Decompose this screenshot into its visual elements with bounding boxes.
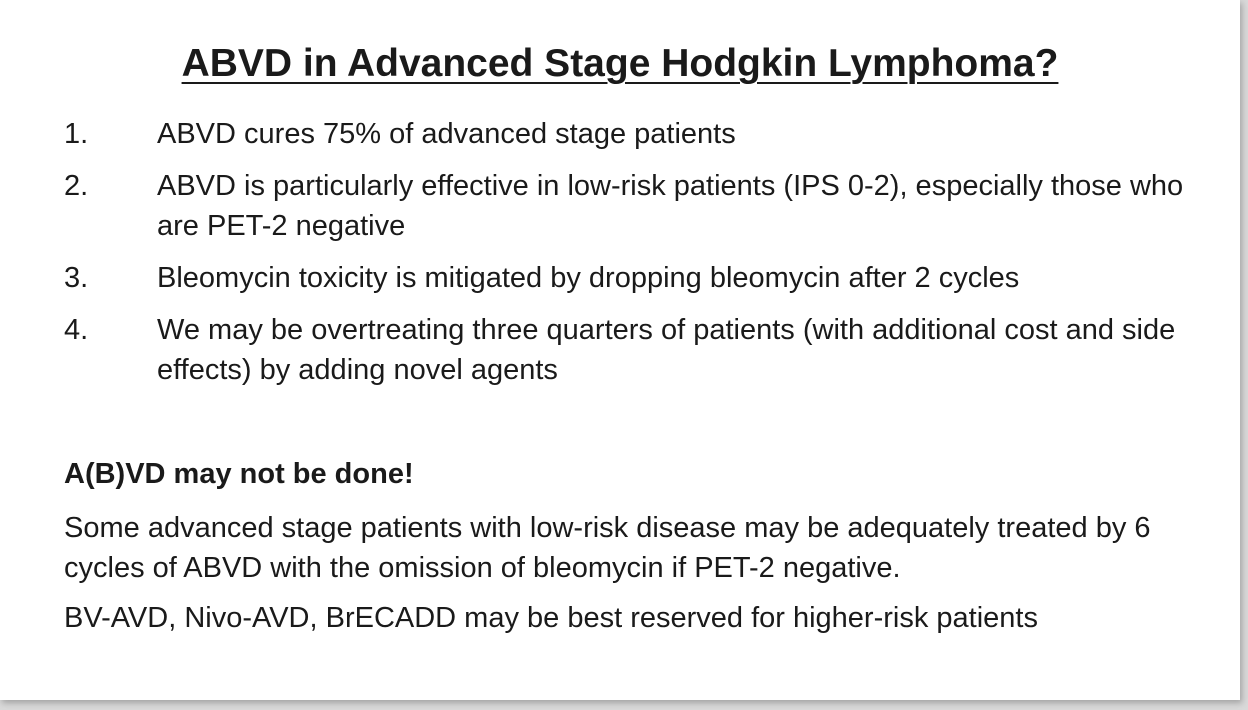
list-item-text: We may be overtreating three quarters of patients (with additional cost and side effects) by adding novel agents bbox=[157, 314, 1176, 386]
list-item-number: 3. bbox=[64, 262, 89, 294]
conclusion-heading: A(B)VD may not be done! bbox=[64, 458, 414, 490]
list-item bbox=[64, 114, 1224, 154]
list-item-number: 1. bbox=[64, 118, 89, 150]
list-item bbox=[64, 310, 1224, 390]
conclusion-paragraph: Some advanced stage patients with low-risk disease may be adequately treated by 6 cycles of ABVD with the omission of bleomycin if PET-2 negative. bbox=[64, 512, 1151, 584]
list-item-text: ABVD cures 75% of advanced stage patients bbox=[157, 118, 736, 150]
slide-title: ABVD in Advanced Stage Hodgkin Lymphoma? bbox=[181, 42, 1059, 85]
conclusion-paragraph: BV-AVD, Nivo-AVD, BrECADD may be best reserved for higher-risk patients bbox=[64, 602, 1038, 634]
list-item-number: 2. bbox=[64, 170, 89, 202]
list-item bbox=[64, 166, 1224, 246]
list-item-number: 4. bbox=[64, 314, 89, 346]
list-item-text: ABVD is particularly effective in low-risk patients (IPS 0-2), especially those who are PET-2 negative bbox=[157, 170, 1184, 242]
list-item bbox=[64, 258, 1224, 298]
numbered-points-list bbox=[64, 114, 1224, 402]
list-item-text: Bleomycin toxicity is mitigated by dropping bleomycin after 2 cycles bbox=[157, 262, 1020, 294]
